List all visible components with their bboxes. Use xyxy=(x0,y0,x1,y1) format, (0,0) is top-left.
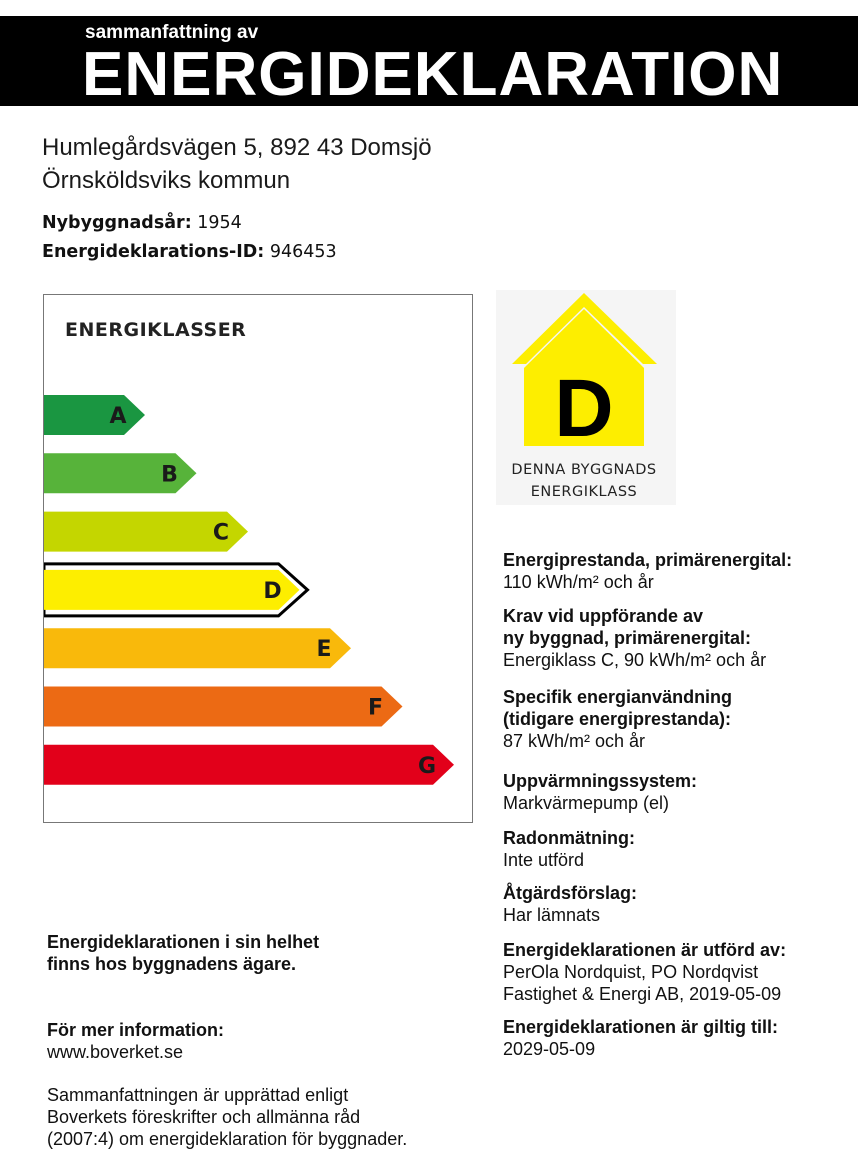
page-header xyxy=(0,16,858,109)
performance-item xyxy=(503,549,792,593)
energy-class-bar-shape xyxy=(44,395,145,435)
measures-item xyxy=(503,882,637,926)
header-title: ENERGIDEKLARATION xyxy=(82,40,784,109)
requirement-label-line1: Krav vid uppförande av xyxy=(503,606,704,626)
specific-energy-label-line2: (tidigare energiprestanda): xyxy=(503,709,732,729)
valid-until-value: 2029-05-09 xyxy=(503,1039,596,1059)
radon-item xyxy=(503,827,635,871)
performed-by-value-line1: PerOla Nordquist, PO Nordqvist xyxy=(503,962,759,982)
owner-note-line2: finns hos byggnadens ägare. xyxy=(47,954,297,974)
energy-class-bar-shape xyxy=(44,628,351,668)
address-street: Humlegårdsvägen 5, 892 43 Domsjö xyxy=(42,134,432,161)
radon-value: Inte utförd xyxy=(503,850,585,870)
valid-until-label: Energideklarationen är giltig till: xyxy=(503,1017,779,1037)
energy-class-letter: A xyxy=(109,404,127,429)
performance-value: 110 kWh/m² och år xyxy=(503,572,654,592)
building-class-house-icon xyxy=(496,290,676,505)
heating-item xyxy=(503,770,697,814)
owner-note-line1: Energideklarationen i sin helhet xyxy=(47,932,320,952)
performed-by-label: Energideklarationen är utförd av: xyxy=(503,940,787,960)
energy-class-scale xyxy=(44,295,472,822)
energy-class-bar-a xyxy=(44,395,145,435)
requirement-label-line2: ny byggnad, primärenergital: xyxy=(503,628,752,648)
measures-value: Har lämnats xyxy=(503,905,601,925)
declaration-id-label: Energideklarations-ID: xyxy=(42,242,265,262)
building-class-letter: D xyxy=(554,363,614,454)
energy-class-letter: B xyxy=(161,462,178,488)
performance-label: Energiprestanda, primärenergital: xyxy=(503,550,793,570)
specific-energy-label-line1: Specifik energianvändning xyxy=(503,687,733,707)
meta-block xyxy=(42,209,337,267)
energy-class-bar-b xyxy=(44,453,197,493)
energy-classes-title: ENERGIKLASSER xyxy=(65,319,247,341)
energy-class-bar-c xyxy=(44,512,248,552)
footer-note-line2: Boverkets föreskrifter och allmänna råd xyxy=(47,1107,361,1127)
more-info xyxy=(47,1019,224,1063)
energy-class-bar-f xyxy=(44,687,403,727)
address-municipality: Örnsköldsviks kommun xyxy=(42,167,291,194)
energy-class-bar-e xyxy=(44,628,351,668)
specific-energy-value: 87 kWh/m² och år xyxy=(503,731,646,751)
declaration-id-value: 946453 xyxy=(269,242,337,262)
energy-class-bar-shape xyxy=(44,745,454,785)
performed-by-item xyxy=(503,939,786,1005)
valid-until-item xyxy=(503,1016,778,1060)
energy-class-letter: F xyxy=(367,695,384,721)
energy-class-letter: D xyxy=(263,578,282,604)
address-block xyxy=(42,131,432,197)
radon-label: Radonmätning: xyxy=(503,828,635,848)
measures-label: Åtgärdsförslag: xyxy=(503,883,638,903)
specific-energy-item xyxy=(503,686,732,752)
building-class-caption-line2: ENERGIKLASS xyxy=(530,484,638,500)
heating-label: Uppvärmningssystem: xyxy=(503,771,698,791)
build-year-label: Nybyggnadsår: xyxy=(42,213,192,233)
declaration-id-row xyxy=(42,238,337,267)
more-info-label: För mer information: xyxy=(47,1020,225,1040)
energy-class-letter: E xyxy=(316,637,332,663)
owner-note xyxy=(47,931,319,975)
footer-note-line3: (2007:4) om energideklaration för byggnader. xyxy=(47,1129,408,1149)
building-class-caption-line1: DENNA BYGGNADS xyxy=(511,462,657,478)
energy-class-bar-g xyxy=(44,745,454,785)
energy-classes-panel xyxy=(43,294,473,823)
energy-class-bar-shape xyxy=(44,687,403,727)
requirement-value: Energiklass C, 90 kWh/m² och år xyxy=(503,650,767,670)
performed-by-value-line2: Fastighet & Energi AB, 2019-05-09 xyxy=(503,984,782,1004)
more-info-link[interactable]: www.boverket.se xyxy=(47,1042,184,1062)
build-year-row xyxy=(42,209,337,238)
footer-note xyxy=(47,1084,407,1150)
header-subtitle: sammanfattning av xyxy=(85,22,259,43)
energy-class-letter: C xyxy=(212,520,230,546)
energy-class-bar-d xyxy=(44,564,308,616)
energy-class-bar-shape xyxy=(44,570,300,610)
build-year-value: 1954 xyxy=(197,213,242,233)
requirement-item xyxy=(503,605,766,671)
heating-value: Markvärmepump (el) xyxy=(503,793,670,813)
energy-class-letter: G xyxy=(417,753,437,779)
footer-note-line1: Sammanfattningen är upprättad enligt xyxy=(47,1085,349,1105)
